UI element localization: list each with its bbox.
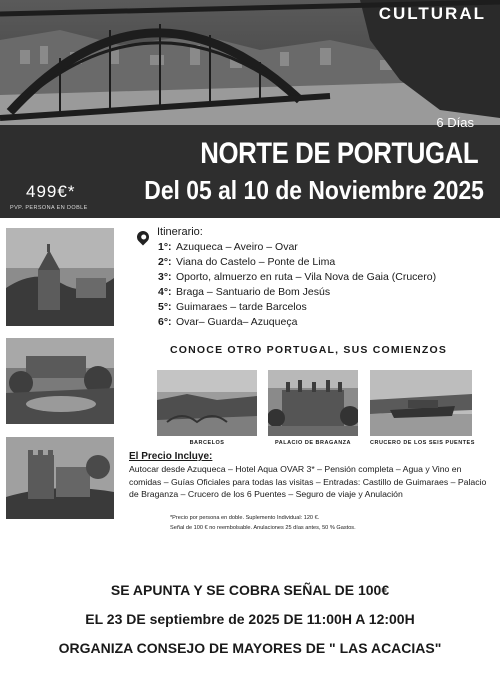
category-badge: CULTURAL xyxy=(378,4,486,23)
barcelos-photo xyxy=(157,370,257,436)
itinerary-list xyxy=(158,240,436,330)
footer-line-2: EL 23 DE septiembre de 2025 DE 11:00H A 12:00H xyxy=(85,611,415,627)
itinerary-day-5: 5°: Guimaraes – tarde Barcelos xyxy=(158,301,307,313)
garden-photo xyxy=(6,338,114,424)
footer-line-3: ORGANIZA CONSEJO DE MAYORES DE " LAS ACACIAS" xyxy=(58,640,442,656)
santuario-photo xyxy=(6,228,114,326)
crucero-photo xyxy=(370,370,472,436)
itinerary-day-3: 3°: Oporto, almuerzo en ruta – Vila Nova de Gaia (Crucero) xyxy=(158,271,437,283)
trip-price: 499€* xyxy=(26,182,76,201)
price-footnote: *Precio por persona en doble. Suplemento Individual: 120 €. xyxy=(170,515,320,521)
itinerary-day-4: 4°: Braga – Santuario de Bom Jesús xyxy=(158,286,331,298)
caption-crucero: CRUCERO DE LOS SEIS PUENTES xyxy=(370,440,475,446)
castle-photo xyxy=(6,437,114,519)
footer-line-1: SE APUNTA Y SE COBRA SEÑAL DE 100€ xyxy=(110,582,390,598)
caption-palacio: PALACIO DE BRAGANZA xyxy=(274,440,351,446)
section-headline: CONOCE OTRO PORTUGAL, SUS COMIENZOS xyxy=(170,344,448,356)
caption-barcelos: BARCELOS xyxy=(189,440,225,446)
itinerary-label: Itinerario: xyxy=(157,226,203,238)
itinerary-day-6: 6°: Ovar– Guarda– Azuqueça xyxy=(158,316,298,328)
includes-text: Autocar desde Azuqueca – Hotel Aqua OVAR 3* – Pensión completa – Agua y Vino en comidas – Guías Oficiales para todas las visitas – Entradas: Castillo de Guimaraes – Palacio de Braganza – Crucero de los 6 Puentes – Seguro de viaje y Anulación xyxy=(129,464,487,499)
palacio-photo xyxy=(268,370,358,436)
itinerary-day-2: 2°: Viana do Castelo – Ponte de Lima xyxy=(158,256,336,268)
trip-title: NORTE DE PORTUGAL xyxy=(200,137,478,170)
hero-banner xyxy=(0,0,500,218)
trip-dates: Del 05 al 10 de Noviembre 2025 xyxy=(144,175,484,205)
includes-title: El Precio Incluye: xyxy=(129,451,213,462)
location-pin-icon xyxy=(135,229,152,246)
itinerary-day-1: 1°: Azuqueca – Aveiro – Ovar xyxy=(158,241,298,253)
price-note: PVP. PERSONA EN DOBLE xyxy=(10,205,88,211)
trip-duration: 6 Días xyxy=(436,115,474,130)
deposit-footnote: Señal de 100 € no reembolsable. Anulaciones 25 días antes, 50 % Gastos. xyxy=(170,525,356,531)
